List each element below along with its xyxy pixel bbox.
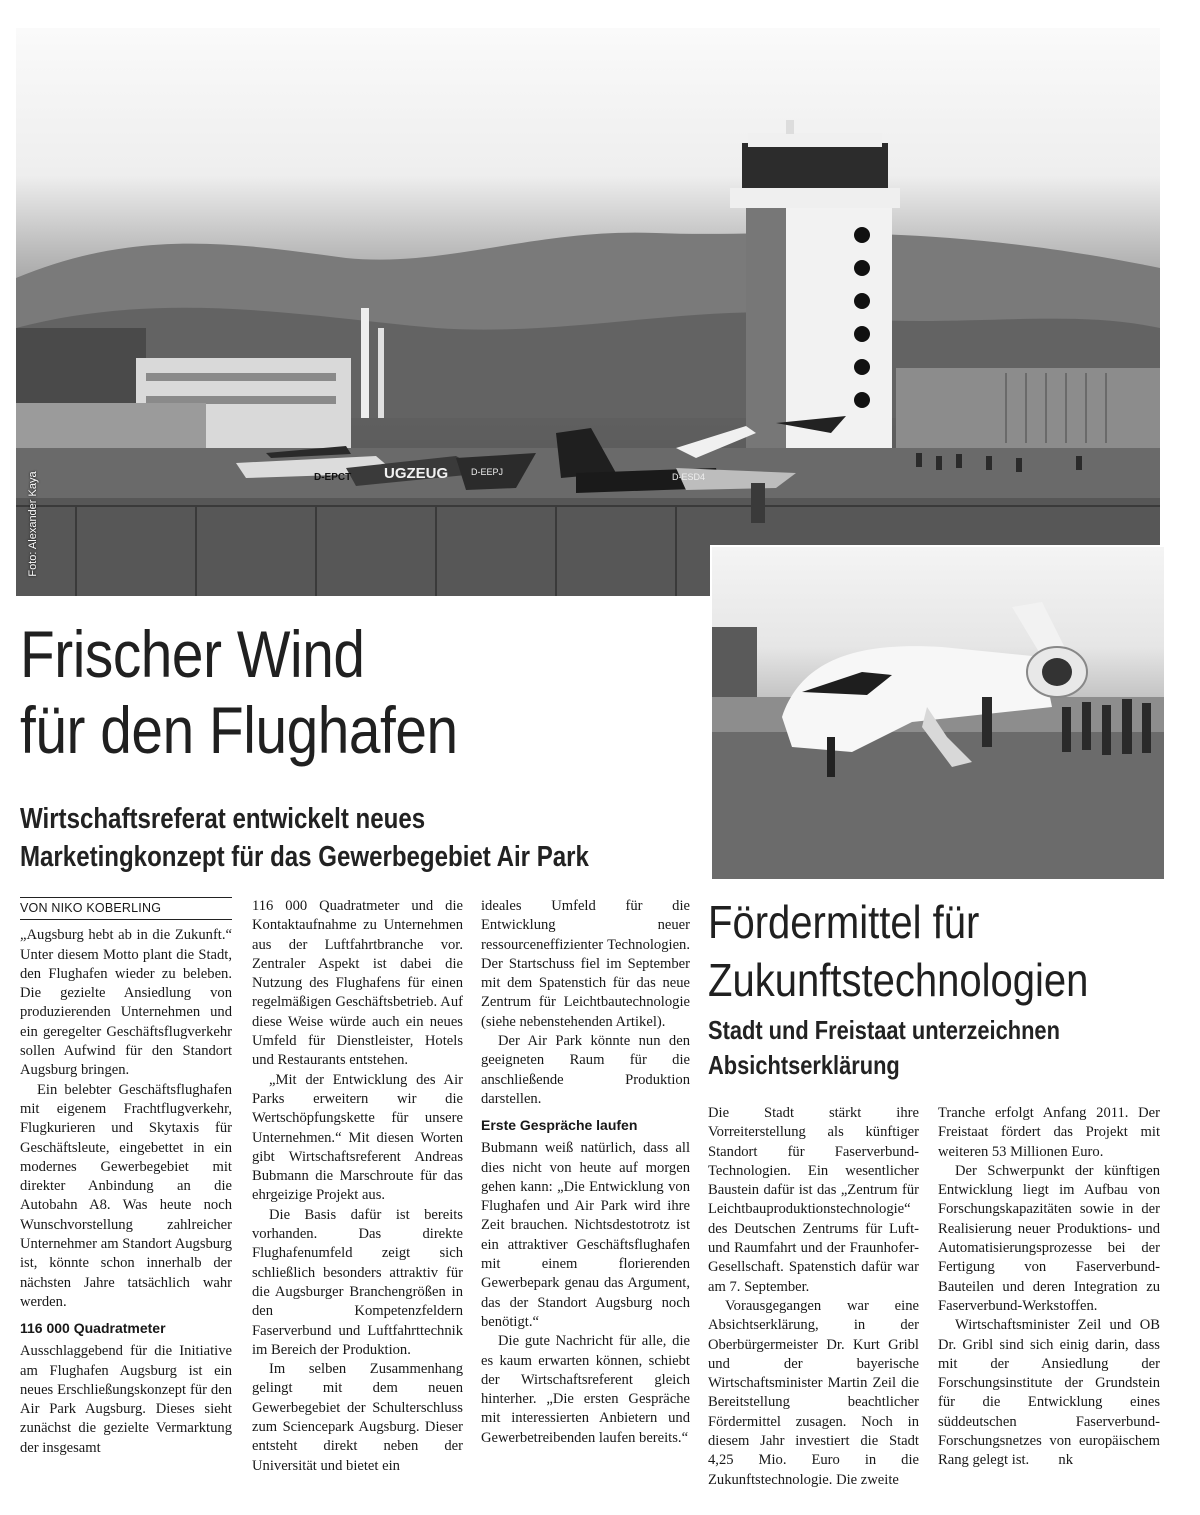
- section-heading: 116 000 Quadratmeter: [20, 1320, 166, 1337]
- section-heading: Erste Gespräche laufen: [481, 1117, 638, 1134]
- business-jet-drawing: [712, 547, 1164, 879]
- subheadline2-line-2: Absichtserklärung: [708, 1050, 900, 1080]
- paragraph: 116 000 Quadratmeter und die Kontaktaufnahme zu Unternehmen aus der Luftfahrtbranche vor. Zentraler Aspekt ist dabei die Nutzung des Flughafens für einen regelmäßigen Geschäftsbetrieb. Auf diese Weise würde auch ein neues Umfeld für Dienstleister, Hotels und Restaurants entstehen.: [252, 898, 463, 1069]
- author-signature: nk: [1058, 1452, 1073, 1469]
- plane-registration-1: D-EPCT: [314, 472, 352, 483]
- paragraph: ideales Umfeld für die Entwicklung neuer ressourceneffizienter Technologien. Der Startschuss fiel im September mit dem Spatenstich für das neue Zentrum für Leichtbautechnologie (siehe nebenstehenden Artikel).: [481, 898, 690, 1030]
- paragraph: Vorausgegangen war eine Absichtserklärung, in der Oberbürgermeister Dr. Kurt Gribl und der bayerische Wirtschaftsminister Martin Zeil die Bereitstellung beachtlicher Fördermittel zusagen. Noch in diesem Jahr investiert die Stadt 4,25 Mio. Euro in die Zukunftstechnologie. Die zweite: [708, 1297, 919, 1488]
- paragraph: „Augsburg hebt ab in die Zukunft.“ Unter diesem Motto plant die Stadt, den Flughafen wieder zu beleben. Die gezielte Ansiedlung von produzierenden Unternehmen und ein geregelter Geschäftsflugverkehr sollen Aufwind für den Standort Augsburg bringen.: [20, 927, 232, 1079]
- mast-1: [361, 308, 369, 418]
- tower-antenna: [786, 120, 794, 134]
- tarmac: [712, 732, 1164, 879]
- airport-photo-drawing: [16, 28, 1160, 596]
- article2-subheadline: [708, 1013, 1178, 1083]
- article2-column-2: [938, 1104, 1160, 1471]
- tower-top: [748, 133, 882, 147]
- article-headline: [20, 616, 588, 768]
- walking-person: [751, 483, 765, 523]
- article2-headline: [708, 893, 1195, 1009]
- paragraph-text: Wirtschaftsminister Zeil und OB Dr. Gribl sind sich einig darin, dass mit der Ansiedlung der Forschungsinstitute der Grundstein für die Entwicklung eines süddeutschen Faserverbund-Forschungsnetzes von europäischem Rang gelegt ist.: [938, 1317, 1160, 1469]
- subheadline-line-1: Wirtschaftsreferat entwickelt neues: [20, 803, 426, 835]
- subheadline-line-2: Marketingkonzept für das Gewerbegebiet Air Park: [20, 841, 589, 873]
- paragraph: Ein belebter Geschäftsflughafen mit eigenem Frachtflugverkehr, Flugkurieren und Skytaxis für Geschäftsleute, eingebettet in ein modernes Gewerbegebiet mit direkter Anbindung an die Autobahn A8. Was heute noch Wunschvorstellung zahlreicher Unternehmer am Standort Augsburg ist, könnte schon innerhalb der nächsten Jahre tatsächlich wahr werden.: [20, 1081, 232, 1310]
- paragraph: Die Stadt stärkt ihre Vorreiterstellung als künftiger Standort für Faserverbund-Technologien. Ein wesentlicher Baustein dafür ist das „Zentrum für Leichtbauproduktionstechnologie“ des Deutschen Zentrums für Luft- und Raumfahrt und der Fraunhofer-Gesellschaft. Spatenstich dafür war am 7. September.: [708, 1105, 919, 1295]
- jet-nose-gear: [827, 737, 835, 777]
- airport-photo: [16, 28, 1160, 596]
- headline2-line-2: Zukunftstechnologien: [708, 954, 1089, 1006]
- tower-shaft-shadow: [746, 208, 786, 448]
- background-tower: [712, 627, 757, 707]
- article2-column-1: [708, 1104, 919, 1490]
- paragraph: [938, 1316, 1160, 1470]
- article-column-3: [481, 897, 690, 1448]
- article-column-2: [252, 897, 463, 1476]
- subheadline2-line-1: Stadt und Freistaat unterzeichnen: [708, 1015, 1060, 1045]
- paragraph: „Mit der Entwicklung des Air Parks erweitern wir die Wertschöpfungskette für unsere Unternehmen.“ Mit diesen Worten gibt Wirtschaftsreferent Andreas Bubmann die Marschroute für das ehrgeizige Projekt aus.: [252, 1071, 463, 1204]
- paragraph: Der Air Park könnte nun den geeigneten Raum für die anschließende Produktion darstellen.: [481, 1033, 690, 1107]
- headline-line-2: für den Flughafen: [20, 693, 458, 767]
- paragraph: Die Basis dafür ist bereits vorhanden. Das direkte Flughafenumfeld zeigt sich schließlich besonders attraktiv für die Augsburger Branchengrößen in den Kompetenzfeldern Faserverbund und Luftfahrttechnik im Bereich der Produktion.: [252, 1206, 463, 1358]
- headline2-line-1: Fördermittel für: [708, 896, 980, 948]
- paragraph: Im selben Zusammenhang gelingt mit dem neuen Gewerbegebiet der Schulterschluss zum Sciencepark Augsburg. Dieser entsteht direkt neben der Universität und bietet ein: [252, 1361, 463, 1474]
- mast-2: [378, 328, 384, 418]
- plane-registration-3: D-EEPJ: [471, 467, 504, 477]
- jet-engine-intake: [1042, 658, 1072, 686]
- right-building: [896, 368, 1160, 448]
- paragraph: Der Schwerpunkt der künftigen Entwicklung liegt im Aufbau von Forschungskapazitäten sowie in der Realisierung neuer Produktions- und Automatisierungsprozesse bei der Fertigung von Faserverbund-Bauteilen und deren Integration zu Faserverbund-Werkstoffen.: [938, 1162, 1160, 1314]
- photo-credit: Foto: Alexander Kaya: [27, 471, 39, 577]
- byline: VON NIKO KOBERLING: [20, 897, 232, 920]
- tower-roof-deck: [730, 188, 900, 208]
- article-subheadline: [20, 800, 667, 876]
- plane-registration-2: UGZEUG: [384, 465, 449, 482]
- article-column-1: [20, 897, 232, 1458]
- business-jet-photo: [710, 545, 1164, 879]
- plane-registration-4: D-ESD4: [672, 472, 706, 482]
- paragraph: Bubmann weiß natürlich, dass all dies nicht von heute auf morgen gehen kann: „Die Entwicklung von Flughafen und Air Park wird ihre Zeit brauchen. Nichtsdestotrotz ist ein attraktiver Geschäftsflughafen mit einem florierenden Gewerbepark genau das Argument, das der Standort Augsburg noch benötigt.“: [481, 1140, 690, 1330]
- paragraph: Tranche erfolgt Anfang 2011. Der Freistaat fördert das Projekt mit weiteren 53 Millionen Euro.: [938, 1105, 1160, 1160]
- paragraph: Die gute Nachricht für alle, die es kaum erwarten können, schiebt der Wirtschaftsreferent gleich hinterher. „Die ersten Gespräche mit interessierten Anbietern und Gewerbetreibenden laufen bereits.“: [481, 1333, 690, 1446]
- headline-line-1: Frischer Wind: [20, 617, 365, 691]
- paragraph: Ausschlaggebend für die Initiative am Flughafen Augsburg ist ein neues Erschließungskonzept für den Air Park Augsburg. Dieses sieht zunächst die gezielte Vermarktung der insgesamt: [20, 1343, 232, 1456]
